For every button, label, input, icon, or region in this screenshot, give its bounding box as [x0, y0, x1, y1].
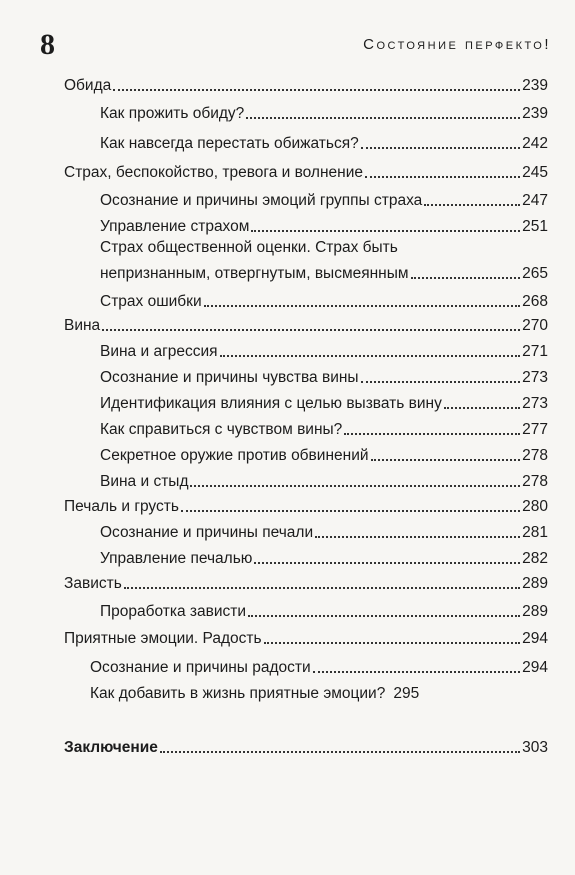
toc-entry-text: Проработка зависти — [100, 603, 247, 620]
dot-leader — [264, 641, 521, 644]
toc-entry-text: Приятные эмоции. Радость — [64, 630, 262, 647]
toc-page-number: 278 — [522, 473, 548, 490]
toc-entry-zavist[interactable] — [64, 574, 548, 593]
toc-entry-obida[interactable] — [64, 76, 548, 95]
toc-entry-text: Как прожить обиду? — [100, 105, 245, 122]
toc-entry-text: Как добавить в жизнь приятные эмоции? — [90, 685, 386, 702]
toc-entry-text: Как навсегда перестать обижаться? — [100, 135, 359, 152]
toc-entry-text: Осознание и причины радости — [90, 659, 311, 676]
dot-leader — [102, 328, 520, 331]
toc-page-number: 251 — [522, 218, 548, 235]
dot-leader — [248, 614, 520, 617]
toc-entry-osoznanie-strakha[interactable] — [100, 191, 548, 210]
toc-entry-text: Обида — [64, 77, 112, 94]
toc-entry-text: Страх ошибки — [100, 293, 202, 310]
toc-page-number: 295 — [393, 685, 420, 702]
toc-page-number: 268 — [522, 293, 548, 310]
toc-page-number: 280 — [522, 498, 548, 515]
toc-page-number: 242 — [522, 135, 548, 152]
running-title: Состояние перфекто! — [363, 36, 551, 53]
toc-entry-text: Как справиться с чувством вины? — [100, 421, 343, 438]
toc-page-number: 303 — [522, 739, 548, 756]
toc-page-number: 289 — [522, 575, 548, 592]
toc-entry-osoznanie-viny[interactable] — [100, 368, 548, 387]
toc-entry-kak-spravitsya[interactable] — [100, 420, 548, 439]
toc-entry-text: Заключение — [64, 739, 158, 756]
toc-entry-strakh-obshchestvennoy-otsenki[interactable] — [100, 238, 548, 283]
toc-entry-upravlenie-pechalyu[interactable] — [100, 549, 548, 568]
toc-entry-text: Управление печалью — [100, 550, 253, 567]
toc-entry-osoznanie-radosti[interactable] — [90, 658, 548, 677]
toc-entry-text: непризнанным, отвергнутым, высмеянным — [100, 265, 409, 282]
dot-leader — [160, 750, 520, 753]
toc-page-number: 282 — [522, 550, 548, 567]
toc-entry-priyatnye-emotsii[interactable] — [64, 629, 548, 648]
toc-page-number: 273 — [522, 369, 548, 386]
dot-leader — [124, 586, 520, 589]
toc-page-number: 270 — [522, 317, 548, 334]
toc-entry-vina-i-styd[interactable] — [100, 472, 548, 491]
toc-entry-text-line-1: Страх общественной оценки. Страх быть — [100, 239, 398, 256]
toc-entry-text: Идентификация влияния с целью вызвать вину — [100, 395, 442, 412]
toc-entry-osoznanie-pechali[interactable] — [100, 523, 548, 542]
dot-leader — [113, 88, 520, 91]
toc-entry-text: Осознание и причины эмоций группы страха — [100, 192, 423, 209]
toc-entry-text: Управление страхом — [100, 218, 250, 235]
toc-page-number: 273 — [522, 395, 548, 412]
toc-page-number: 239 — [522, 105, 548, 122]
dot-leader — [251, 229, 520, 232]
toc-page-number: 294 — [522, 630, 548, 647]
dot-leader — [315, 535, 520, 538]
toc-entry-pechal[interactable] — [64, 497, 548, 516]
dot-leader — [361, 146, 520, 149]
toc-entry-text: Страх, беспокойство, тревога и волнение — [64, 164, 363, 181]
toc-entry-text: Секретное оружие против обвинений — [100, 447, 369, 464]
toc-entry-strakh-oshibki[interactable] — [100, 292, 548, 311]
toc-entry-kak-dobavit[interactable] — [90, 684, 526, 703]
dot-leader — [190, 484, 520, 487]
toc-page-number: 271 — [522, 343, 548, 360]
toc-entry-identifikatsiya[interactable] — [100, 394, 548, 413]
toc-entry-text: Вина и стыд — [100, 473, 189, 490]
dot-leader — [220, 354, 521, 357]
toc-entry-text: Вина и агрессия — [100, 343, 218, 360]
toc-entry-kak-navsegda[interactable] — [100, 134, 548, 153]
dot-leader — [181, 509, 520, 512]
dot-leader — [361, 380, 521, 383]
toc-page-number: 239 — [522, 77, 548, 94]
dot-leader — [371, 458, 521, 461]
dot-leader — [344, 432, 520, 435]
toc-page-number: 265 — [522, 265, 548, 282]
dot-leader — [246, 116, 520, 119]
page-number: 8 — [40, 28, 55, 61]
toc-entry-vina[interactable] — [64, 316, 548, 335]
toc-entry-strakh[interactable] — [64, 163, 548, 182]
dot-leader — [411, 276, 521, 279]
toc-entry-text: Осознание и причины чувства вины — [100, 369, 359, 386]
dot-leader — [424, 203, 520, 206]
dot-leader — [254, 561, 520, 564]
dot-leader — [204, 304, 521, 307]
toc-entry-zaklyuchenie[interactable] — [64, 738, 548, 757]
toc-page-number: 277 — [522, 421, 548, 438]
toc-entry-vina-i-agressiya[interactable] — [100, 342, 548, 361]
toc-page-number: 281 — [522, 524, 548, 541]
toc-entry-kak-prozhit-obidu[interactable] — [100, 104, 548, 123]
toc-page-number: 245 — [522, 164, 548, 181]
toc-page-number: 289 — [522, 603, 548, 620]
toc-entry-upravlenie-strakhom[interactable] — [100, 217, 548, 236]
toc-page-number: 247 — [522, 192, 548, 209]
toc-entry-text: Осознание и причины печали — [100, 524, 314, 541]
toc-entry-text: Печаль и грусть — [64, 498, 179, 515]
toc-entry-prorabotka-zavisti[interactable] — [100, 602, 548, 621]
dot-leader — [313, 670, 520, 673]
toc-page-number: 278 — [522, 447, 548, 464]
dot-leader — [365, 175, 520, 178]
dot-leader — [444, 406, 520, 409]
toc-entry-text: Зависть — [64, 575, 122, 592]
toc-entry-sekretnoe-oruzhie[interactable] — [100, 446, 548, 465]
toc-page-number: 294 — [522, 659, 548, 676]
toc-entry-text: Вина — [64, 317, 101, 334]
